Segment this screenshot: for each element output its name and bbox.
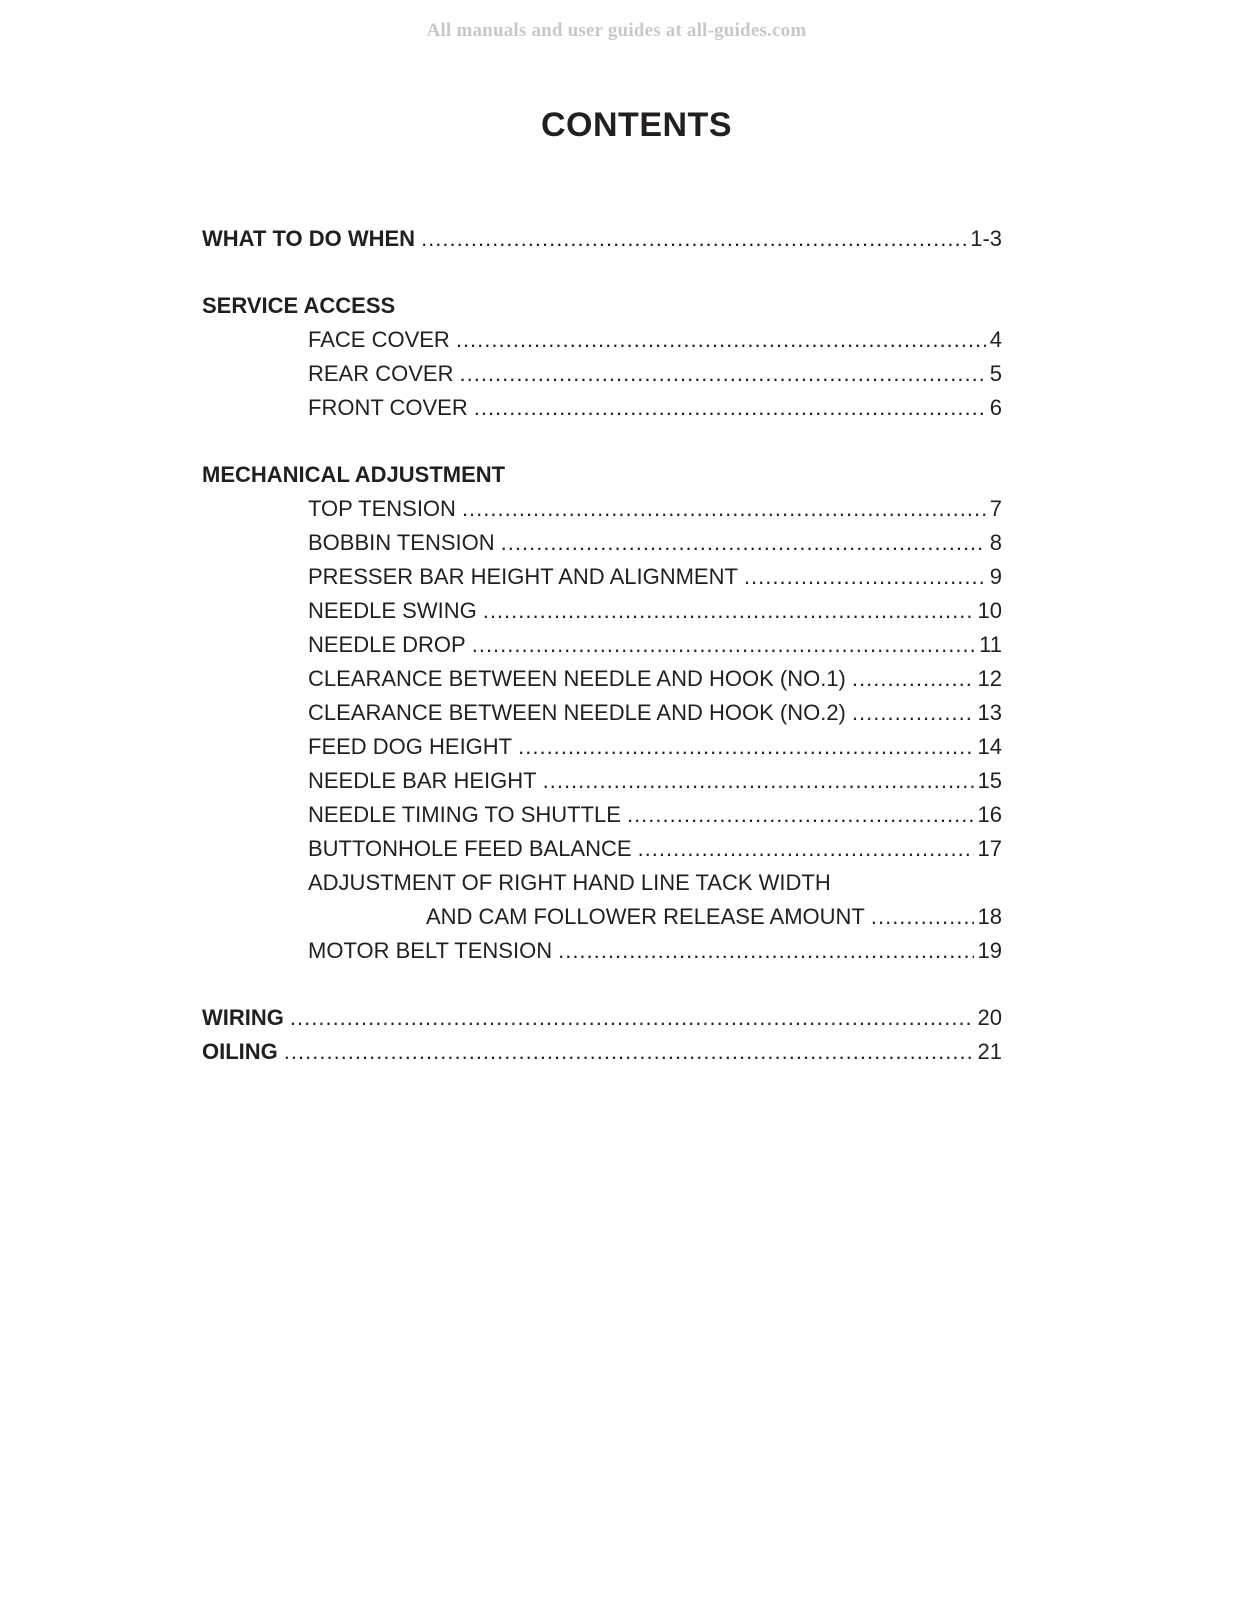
toc-entry-needle-timing[interactable]: [202, 798, 1002, 832]
toc-entry-needle-bar-height[interactable]: [202, 764, 1002, 798]
toc-label: REAR COVER: [308, 361, 454, 386]
page-title: CONTENTS: [541, 106, 732, 144]
table-of-contents: [202, 222, 1002, 1069]
toc-page-number: 11: [979, 632, 1002, 657]
dot-leader: [462, 492, 986, 526]
toc-entry-clearance-no1[interactable]: [202, 662, 1002, 696]
toc-label-continued: AND CAM FOLLOWER RELEASE AMOUNT: [426, 904, 865, 929]
toc-page-number: 7: [989, 496, 1002, 521]
watermark: All manuals and user guides at all-guides.com: [426, 20, 807, 41]
dot-leader: [459, 357, 985, 391]
toc-page-number: 6: [989, 395, 1002, 420]
toc-label: WIRING: [202, 1005, 284, 1030]
toc-entry-buttonhole-feed-balance[interactable]: [202, 832, 1002, 866]
toc-label: MOTOR BELT TENSION: [308, 938, 553, 963]
dot-leader: [421, 222, 966, 256]
dot-leader: [558, 934, 973, 968]
toc-label: PRESSER BAR HEIGHT AND ALIGNMENT: [308, 564, 738, 589]
toc-label: NEEDLE DROP: [308, 632, 466, 657]
dot-leader: [290, 1001, 974, 1035]
toc-entry-needle-drop[interactable]: [202, 628, 1002, 662]
toc-label: NEEDLE TIMING TO SHUTTLE: [308, 802, 621, 827]
toc-entry-motor-belt-tension[interactable]: [202, 934, 1002, 968]
toc-page-number: 20: [977, 1005, 1002, 1030]
dot-leader: [744, 560, 986, 594]
dot-leader: [472, 628, 975, 662]
toc-entry-needle-swing[interactable]: [202, 594, 1002, 628]
toc-entry-feed-dog-height[interactable]: [202, 730, 1002, 764]
toc-label: BOBBIN TENSION: [308, 530, 495, 555]
toc-entry-rear-cover[interactable]: [202, 357, 1002, 391]
section-heading-service-access: [202, 289, 1002, 323]
dot-leader: [501, 526, 986, 560]
dot-leader: [284, 1035, 974, 1069]
toc-page-number: 15: [977, 768, 1002, 793]
toc-label: FEED DOG HEIGHT: [308, 734, 513, 759]
toc-page-number: 16: [977, 802, 1002, 827]
toc-page-number: 18: [977, 904, 1002, 929]
toc-entry-what-to-do-when[interactable]: [202, 222, 1002, 256]
dot-leader: [483, 594, 974, 628]
toc-label: FACE COVER: [308, 327, 450, 352]
toc-page-number: 19: [977, 938, 1002, 963]
toc-page-number: 8: [989, 530, 1002, 555]
toc-page-number: 10: [977, 598, 1002, 623]
toc-page-number: 14: [977, 734, 1002, 759]
toc-label: NEEDLE BAR HEIGHT: [308, 768, 537, 793]
toc-page-number: 13: [977, 700, 1002, 725]
toc-label: OILING: [202, 1039, 278, 1064]
dot-leader: [852, 662, 974, 696]
toc-page-number: 5: [989, 361, 1002, 386]
toc-label: FRONT COVER: [308, 395, 468, 420]
toc-entry-right-hand-line-tack-cont[interactable]: [202, 900, 1002, 934]
dot-leader: [627, 798, 974, 832]
toc-page-number: 17: [977, 836, 1002, 861]
dot-leader: [871, 900, 974, 934]
dot-leader: [852, 696, 974, 730]
toc-page-number: 1-3: [970, 226, 1002, 251]
toc-entry-wiring[interactable]: [202, 1001, 1002, 1035]
toc-entry-oiling[interactable]: [202, 1035, 1002, 1069]
toc-label: BUTTONHOLE FEED BALANCE: [308, 836, 632, 861]
toc-page-number: 4: [989, 327, 1002, 352]
section-heading-mechanical-adjustment: [202, 458, 1002, 492]
toc-entry-front-cover[interactable]: [202, 391, 1002, 425]
toc-label: ADJUSTMENT OF RIGHT HAND LINE TACK WIDTH: [308, 870, 831, 895]
section-heading-label: SERVICE ACCESS: [202, 293, 396, 318]
toc-page-number: 9: [989, 564, 1002, 589]
toc-label: NEEDLE SWING: [308, 598, 477, 623]
toc-entry-clearance-no2[interactable]: [202, 696, 1002, 730]
toc-label: WHAT TO DO WHEN: [202, 226, 416, 251]
section-heading-label: MECHANICAL ADJUSTMENT: [202, 462, 506, 487]
toc-entry-right-hand-line-tack[interactable]: [202, 866, 1002, 900]
dot-leader: [543, 764, 974, 798]
toc-page-number: 21: [977, 1039, 1002, 1064]
toc-label: TOP TENSION: [308, 496, 456, 521]
dot-leader: [474, 391, 986, 425]
toc-entry-presser-bar-height[interactable]: [202, 560, 1002, 594]
dot-leader: [518, 730, 973, 764]
toc-label: CLEARANCE BETWEEN NEEDLE AND HOOK (NO.2): [308, 700, 846, 725]
toc-page-number: 12: [977, 666, 1002, 691]
toc-label: CLEARANCE BETWEEN NEEDLE AND HOOK (NO.1): [308, 666, 846, 691]
dot-leader: [456, 323, 986, 357]
toc-entry-face-cover[interactable]: [202, 323, 1002, 357]
toc-entry-top-tension[interactable]: [202, 492, 1002, 526]
toc-entry-bobbin-tension[interactable]: [202, 526, 1002, 560]
dot-leader: [638, 832, 974, 866]
